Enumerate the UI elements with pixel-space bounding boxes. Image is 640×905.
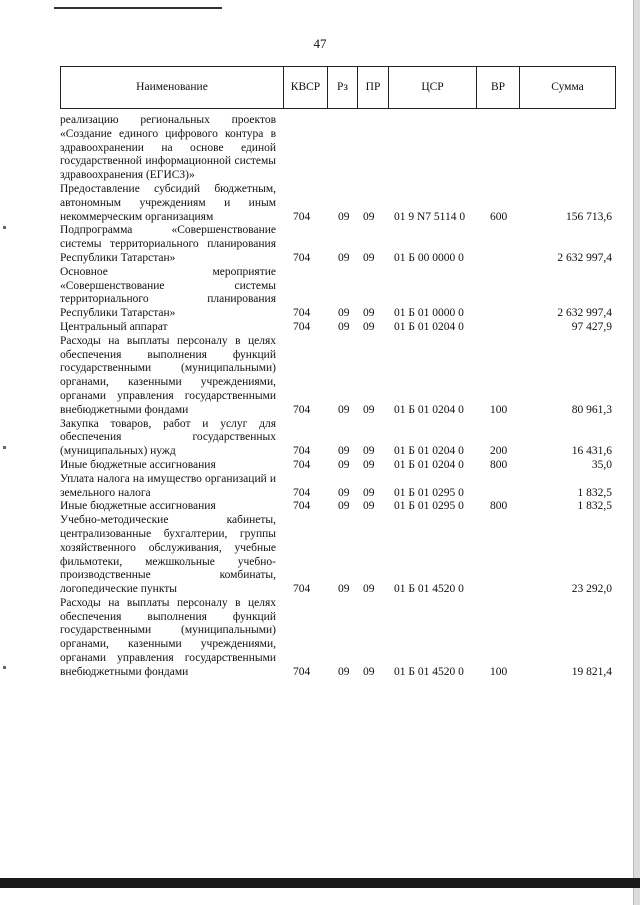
column-header-pr: ПР xyxy=(358,67,389,108)
scan-speck xyxy=(3,666,6,669)
row-csr: 01 Б 01 0000 0 xyxy=(394,307,464,320)
scan-bottom-border xyxy=(0,878,640,888)
table-row xyxy=(60,335,616,418)
top-rule xyxy=(54,7,222,9)
row-name: Основное мероприятие «Совершенствование системы территориального планирования Республики Татарстан» xyxy=(60,265,276,320)
row-kvsr: 704 xyxy=(293,307,311,320)
row-pr: 09 xyxy=(363,445,375,458)
row-rz: 09 xyxy=(338,210,350,223)
row-name: Закупка товаров, работ и услуг для обеспечения государственных (муниципальных) нужд xyxy=(60,417,276,458)
row-csr: 01 Б 00 0000 0 xyxy=(394,251,464,264)
row-pr: 09 xyxy=(363,210,375,223)
row-rz: 09 xyxy=(338,320,350,333)
row-csr: 01 Б 01 0204 0 xyxy=(394,403,464,416)
row-sum: 1 832,5 xyxy=(577,486,612,499)
row-kvsr: 704 xyxy=(293,583,311,596)
column-header-csr: ЦСР xyxy=(389,67,477,108)
page-edge-shadow xyxy=(633,0,640,905)
row-pr: 09 xyxy=(363,403,375,416)
row-sum: 156 713,6 xyxy=(566,210,612,223)
table-row xyxy=(60,183,616,224)
row-csr: 01 Б 01 0295 0 xyxy=(394,486,464,499)
column-header-rz: Рз xyxy=(328,67,358,108)
row-name: Иные бюджетные ассигнования xyxy=(60,458,216,471)
table-row xyxy=(60,597,616,680)
row-vr: 800 xyxy=(490,500,508,513)
row-sum: 97 427,9 xyxy=(571,320,612,333)
row-name: Центральный аппарат xyxy=(60,320,168,333)
table-row xyxy=(60,459,616,473)
table-row xyxy=(60,224,616,265)
row-csr: 01 Б 01 0295 0 xyxy=(394,500,464,513)
column-header-name: Наименование xyxy=(61,67,284,108)
row-kvsr: 704 xyxy=(293,458,311,471)
row-sum: 1 832,5 xyxy=(577,500,612,513)
row-vr: 600 xyxy=(490,210,508,223)
row-pr: 09 xyxy=(363,583,375,596)
scan-speck xyxy=(3,226,6,229)
row-pr: 09 xyxy=(363,665,375,678)
row-rz: 09 xyxy=(338,500,350,513)
row-vr: 100 xyxy=(490,665,508,678)
table-row xyxy=(60,418,616,459)
row-kvsr: 704 xyxy=(293,251,311,264)
row-kvsr: 704 xyxy=(293,320,311,333)
row-vr: 800 xyxy=(490,458,508,471)
row-kvsr: 704 xyxy=(293,403,311,416)
row-vr: 200 xyxy=(490,445,508,458)
row-pr: 09 xyxy=(363,486,375,499)
table-row xyxy=(60,514,616,597)
row-rz: 09 xyxy=(338,307,350,320)
page-number: 47 xyxy=(313,36,327,51)
row-vr: 100 xyxy=(490,403,508,416)
row-csr: 01 Б 01 4520 0 xyxy=(394,583,464,596)
row-rz: 09 xyxy=(338,486,350,499)
column-header-vr: ВР xyxy=(477,67,520,108)
row-sum: 2 632 997,4 xyxy=(557,251,612,264)
row-name: Расходы на выплаты персоналу в целях обеспечения выполнения функций государственными (муниципальными) органами, казенными учреждениями, органами управления государственными внебюджетными фондами xyxy=(60,596,276,678)
row-rz: 09 xyxy=(338,458,350,471)
row-name: Подпрограмма «Совершенствование системы территориального планирования Республики Татарстан» xyxy=(60,224,276,264)
table-row xyxy=(60,500,616,514)
column-header-sum: Сумма xyxy=(551,81,584,93)
row-pr: 09 xyxy=(363,251,375,264)
row-sum: 19 821,4 xyxy=(571,665,612,678)
table-row xyxy=(60,473,616,501)
row-sum: 2 632 997,4 xyxy=(557,307,612,320)
row-csr: 01 Б 01 0204 0 xyxy=(394,458,464,471)
row-sum: 35,0 xyxy=(591,458,612,471)
column-header-kvsr: КВСР xyxy=(284,67,328,108)
row-sum: 23 292,0 xyxy=(571,583,612,596)
row-pr: 09 xyxy=(363,500,375,513)
row-rz: 09 xyxy=(338,403,350,416)
table-row xyxy=(60,266,616,321)
row-name: Иные бюджетные ассигнования xyxy=(60,500,216,513)
table-body xyxy=(60,114,616,680)
row-sum: 16 431,6 xyxy=(571,445,612,458)
row-pr: 09 xyxy=(363,307,375,320)
row-pr: 09 xyxy=(363,458,375,471)
row-name: реализацию региональных проектов «Создание единого цифрового контура в здравоохранении на основе единой государственной информационной системы здравоохранения (ЕГИСЗ)» xyxy=(60,114,276,182)
row-csr: 01 Б 01 4520 0 xyxy=(394,665,464,678)
table-row xyxy=(60,114,616,183)
row-rz: 09 xyxy=(338,251,350,264)
row-csr: 01 Б 01 0204 0 xyxy=(394,445,464,458)
row-csr: 01 9 N7 5114 0 xyxy=(394,210,466,223)
row-rz: 09 xyxy=(338,665,350,678)
row-pr: 09 xyxy=(363,320,375,333)
table-header xyxy=(60,66,616,109)
table-row xyxy=(60,321,616,335)
row-kvsr: 704 xyxy=(293,445,311,458)
row-name: Предоставление субсидий бюджетным, автономным учреждениям и иным некоммерческим организациям xyxy=(60,182,276,223)
row-kvsr: 704 xyxy=(293,665,311,678)
row-kvsr: 704 xyxy=(293,210,311,223)
row-name: Расходы на выплаты персоналу в целях обеспечения выполнения функций государственными (муниципальными) органами, казенными учреждениями, органами управления государственными внебюджетными фондами xyxy=(60,334,276,416)
scan-speck xyxy=(3,446,6,449)
row-rz: 09 xyxy=(338,583,350,596)
row-sum: 80 961,3 xyxy=(571,403,612,416)
row-name: Учебно-методические кабинеты, централизованные бухгалтерии, группы хозяйственного обслуживания, учебные фильмотеки, межшкольные учебно-производственные комбинаты, логопедические пункты xyxy=(60,514,276,596)
row-kvsr: 704 xyxy=(293,500,311,513)
row-name: Уплата налога на имущество организаций и земельного налога xyxy=(60,472,276,499)
row-kvsr: 704 xyxy=(293,486,311,499)
row-csr: 01 Б 01 0204 0 xyxy=(394,320,464,333)
row-rz: 09 xyxy=(338,445,350,458)
